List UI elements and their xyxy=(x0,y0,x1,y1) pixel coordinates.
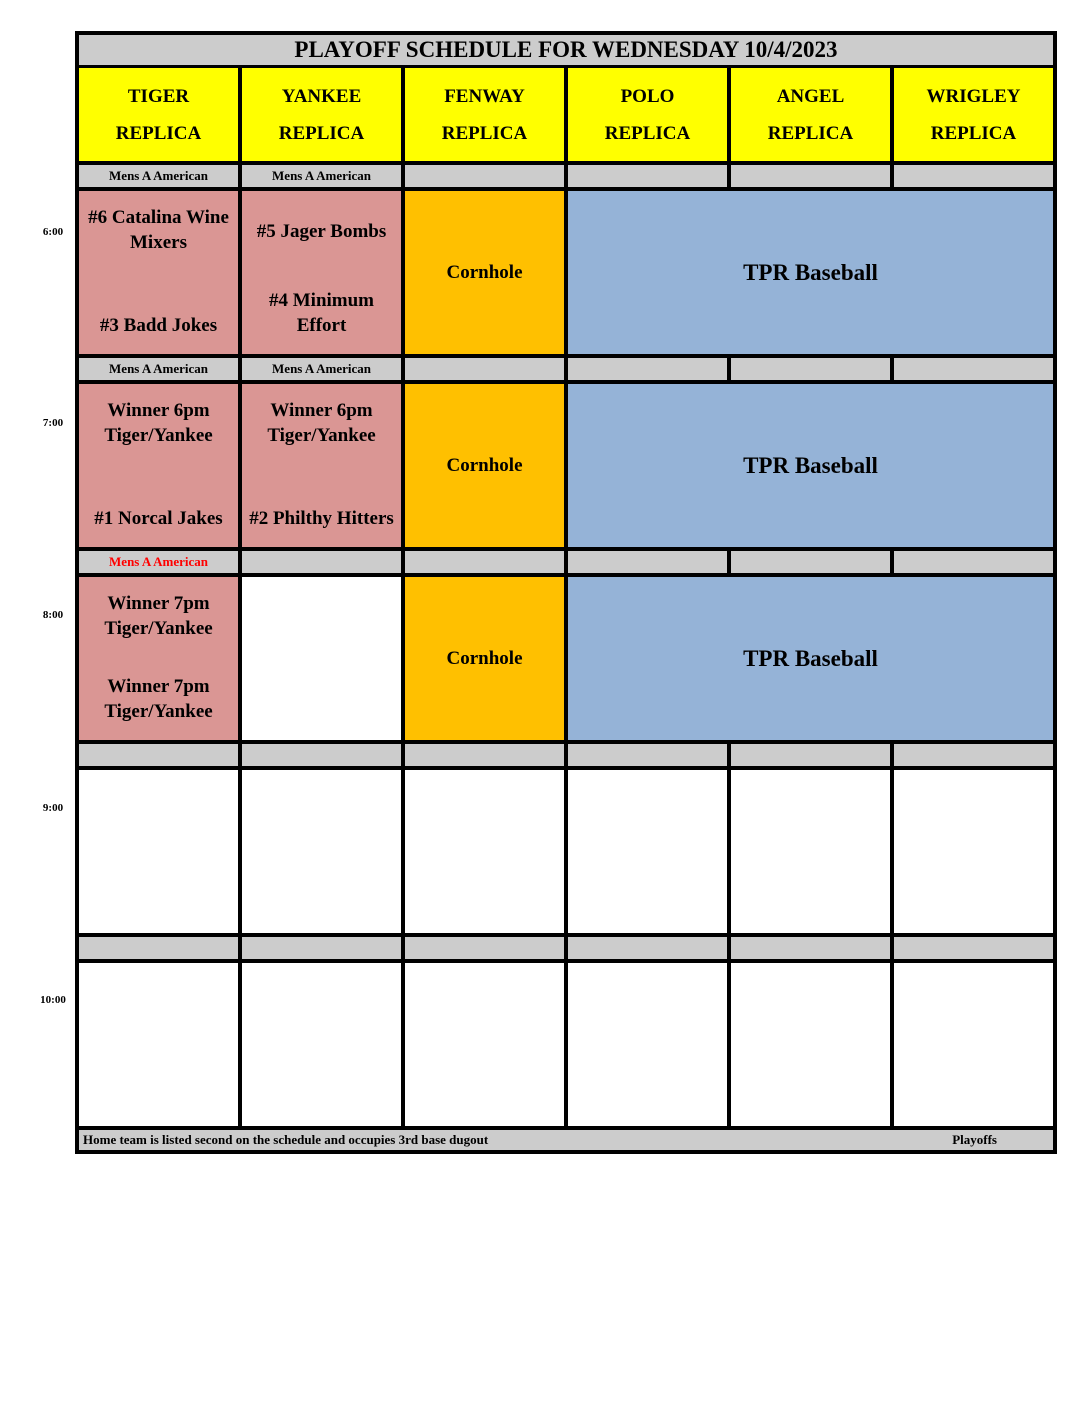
game-cell-yankee-7 xyxy=(242,384,401,547)
empty-cell xyxy=(405,963,564,1126)
division-blank xyxy=(568,744,727,766)
field-header-tiger xyxy=(79,68,238,161)
tpr-baseball-cell-6: TPR Baseball xyxy=(568,191,1053,354)
division-blank xyxy=(242,551,401,573)
schedule-grid xyxy=(75,31,1057,1154)
division-blank xyxy=(731,551,890,573)
tpr-baseball-cell-8: TPR Baseball xyxy=(568,577,1053,740)
division-label: Mens A American xyxy=(242,165,401,187)
team-away: #5 Jager Bombs xyxy=(256,221,387,242)
field-header-wrigley xyxy=(894,68,1053,161)
field-name: POLO xyxy=(620,85,675,107)
empty-cell xyxy=(79,963,238,1126)
division-label: Mens A American xyxy=(242,358,401,380)
team-away: Winner 6pm Tiger/Yankee xyxy=(267,400,376,446)
division-blank xyxy=(405,165,564,187)
division-blank xyxy=(894,937,1053,959)
time-label-10: 10:00 xyxy=(40,994,66,1006)
division-blank xyxy=(405,358,564,380)
division-blank xyxy=(79,937,238,959)
field-sub: REPLICA xyxy=(441,122,528,144)
division-blank xyxy=(405,937,564,959)
empty-cell xyxy=(242,577,401,740)
game-cell-yankee-6 xyxy=(242,191,401,354)
field-sub: REPLICA xyxy=(604,122,691,144)
team-away: #6 Catalina Wine Mixers xyxy=(88,207,229,253)
cornhole-cell-6: Cornhole xyxy=(405,191,564,354)
empty-cell xyxy=(894,963,1053,1126)
division-blank xyxy=(405,744,564,766)
field-header-polo xyxy=(568,68,727,161)
division-blank xyxy=(242,937,401,959)
empty-cell xyxy=(894,770,1053,933)
time-label-9: 9:00 xyxy=(42,802,64,814)
division-blank xyxy=(731,165,890,187)
division-blank xyxy=(568,937,727,959)
empty-cell xyxy=(731,770,890,933)
field-name: FENWAY xyxy=(444,85,525,107)
division-blank xyxy=(894,744,1053,766)
division-blank xyxy=(894,358,1053,380)
empty-cell xyxy=(568,963,727,1126)
cornhole-cell-8: Cornhole xyxy=(405,577,564,740)
time-label-7: 7:00 xyxy=(42,417,64,429)
game-cell-tiger-6 xyxy=(79,191,238,354)
footer-label: Playoffs xyxy=(952,1132,997,1147)
field-header-fenway xyxy=(405,68,564,161)
team-home: #2 Philthy Hitters xyxy=(249,508,394,529)
division-blank xyxy=(568,551,727,573)
field-sub: REPLICA xyxy=(930,122,1017,144)
field-sub: REPLICA xyxy=(115,122,202,144)
division-blank xyxy=(79,744,238,766)
team-home: #3 Badd Jokes xyxy=(99,315,218,336)
division-blank xyxy=(568,358,727,380)
division-blank xyxy=(731,937,890,959)
cornhole-cell-7: Cornhole xyxy=(405,384,564,547)
field-header-angel xyxy=(731,68,890,161)
tpr-baseball-cell-7: TPR Baseball xyxy=(568,384,1053,547)
field-name: WRIGLEY xyxy=(926,85,1021,107)
empty-cell xyxy=(405,770,564,933)
division-blank xyxy=(242,744,401,766)
footer-note: Home team is listed second on the schedule and occupies 3rd base dugout xyxy=(83,1132,489,1147)
team-away: Winner 7pm Tiger/Yankee xyxy=(104,593,213,639)
game-cell-tiger-7 xyxy=(79,384,238,547)
field-name: YANKEE xyxy=(281,85,362,107)
field-name: ANGEL xyxy=(776,85,845,107)
team-home: #4 Minimum Effort xyxy=(268,290,375,336)
field-name: TIGER xyxy=(127,85,190,107)
division-label: Mens A American xyxy=(79,165,238,187)
field-header-yankee xyxy=(242,68,401,161)
page-title: PLAYOFF SCHEDULE FOR WEDNESDAY 10/4/2023 xyxy=(79,35,1053,65)
empty-cell xyxy=(568,770,727,933)
division-blank xyxy=(894,165,1053,187)
footer-bar xyxy=(79,1130,1053,1150)
division-blank xyxy=(405,551,564,573)
division-blank xyxy=(894,551,1053,573)
field-sub: REPLICA xyxy=(278,122,365,144)
team-home: Winner 7pm Tiger/Yankee xyxy=(104,676,213,722)
division-label-red: Mens A American xyxy=(79,551,238,573)
game-cell-tiger-8 xyxy=(79,577,238,740)
division-label: Mens A American xyxy=(79,358,238,380)
division-blank xyxy=(731,744,890,766)
division-blank xyxy=(731,358,890,380)
empty-cell xyxy=(242,770,401,933)
team-away: Winner 6pm Tiger/Yankee xyxy=(104,400,213,446)
division-blank xyxy=(568,165,727,187)
time-label-8: 8:00 xyxy=(42,609,64,621)
team-home: #1 Norcal Jakes xyxy=(94,508,223,529)
empty-cell xyxy=(242,963,401,1126)
empty-cell xyxy=(79,770,238,933)
empty-cell xyxy=(731,963,890,1126)
time-label-6: 6:00 xyxy=(42,226,64,238)
field-sub: REPLICA xyxy=(767,122,854,144)
